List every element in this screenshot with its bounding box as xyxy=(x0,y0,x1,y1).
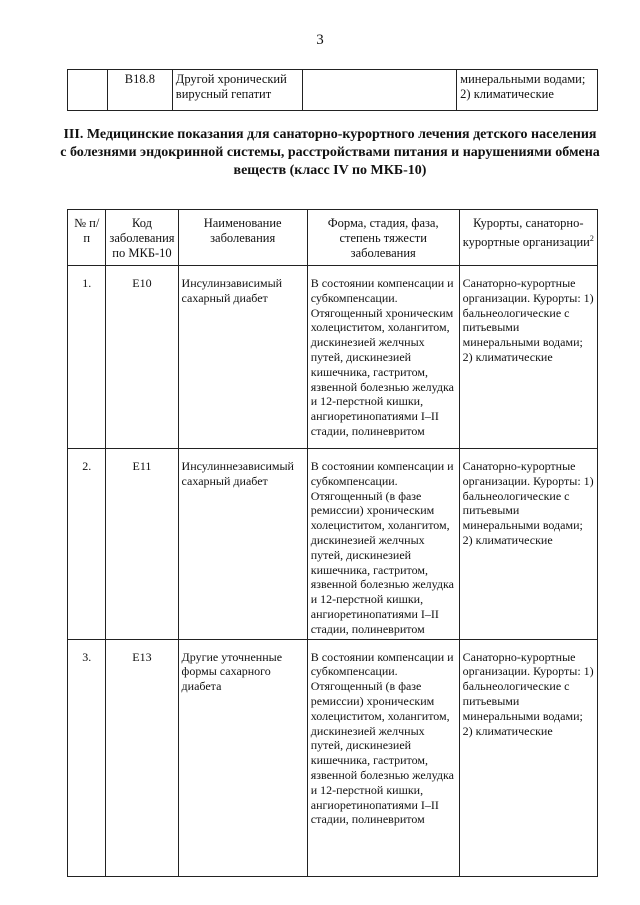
header-num: № п/п xyxy=(68,210,106,266)
resorts-cell: минеральными водами; 2) климатические xyxy=(457,70,598,111)
name-cell: Другой хронический вирусный гепатит xyxy=(172,70,302,111)
section-title: III. Медицинские показания для санаторно-курортного лечения детского населения с болезнями эндокринной системы, расстройствами питания и нарушениями обмена веществ (класс IV по МКБ-10) xyxy=(60,127,600,178)
form-cell: В состоянии компенсации и субкомпенсации. Отягощенный (в фазе ремиссии) хроническим холециститом, холангитом, дискинезией желчных путей, дискинезией кишечника, гастритом, язвенной болезнью желудка и 12-перстной кишки, ангиоретинопатиями I–II стадии, полиневритом xyxy=(307,639,459,876)
code-cell: E13 xyxy=(106,639,178,876)
name-cell: Инсулинзависимый сахарный диабет xyxy=(178,266,307,449)
name-cell: Инсулиннезависимый сахарный диабет xyxy=(178,449,307,640)
header-form: Форма, стадия, фаза, степень тяжести заболевания xyxy=(307,210,459,266)
num-cell: 1. xyxy=(68,266,106,449)
form-cell xyxy=(302,70,457,111)
code-cell: E11 xyxy=(106,449,178,640)
resorts-cell: Санаторно-курортные организации. Курорты: 1) бальнеологические с питьевыми минеральными водами; 2) климатические xyxy=(459,449,597,640)
table-row xyxy=(68,70,598,111)
header-resorts xyxy=(459,210,597,266)
table-row xyxy=(68,449,598,640)
num-cell: 3. xyxy=(68,639,106,876)
header-code: Код заболевания по МКБ-10 xyxy=(106,210,178,266)
code-cell: B18.8 xyxy=(107,70,172,111)
form-cell: В состоянии компенсации и субкомпенсации. Отягощенный хроническим холециститом, холангитом, дискинезией желчных путей, дискинезией кишечника, гастритом, язвенной болезнью желудка и 12-перстной кишки, ангиоретинопатиями I–II стадии, полиневритом xyxy=(307,266,459,449)
table-row xyxy=(68,639,598,876)
resorts-cell: Санаторно-курортные организации. Курорты: 1) бальнеологические с питьевыми минеральными водами; 2) климатические xyxy=(459,639,597,876)
header-name: Наименование заболевания xyxy=(178,210,307,266)
num-cell: 2. xyxy=(68,449,106,640)
continuation-table xyxy=(67,69,598,111)
num-cell xyxy=(68,70,108,111)
indications-table xyxy=(67,209,598,877)
resorts-cell: Санаторно-курортные организации. Курорты: 1) бальнеологические с питьевыми минеральными водами; 2) климатические xyxy=(459,266,597,449)
name-cell: Другие уточненные формы сахарного диабета xyxy=(178,639,307,876)
page-number: 3 xyxy=(316,32,324,48)
form-cell: В состоянии компенсации и субкомпенсации. Отягощенный (в фазе ремиссии) хроническим холециститом, холангитом, дискинезией желчных путей, дискинезией кишечника, гастритом, язвенной болезнью желудка и 12-перстной кишки, ангиоретинопатиями I–II стадии, полиневритом xyxy=(307,449,459,640)
header-resorts-label: Курорты, санаторно-курортные организации xyxy=(462,216,590,250)
table-row xyxy=(68,266,598,449)
code-cell: E10 xyxy=(106,266,178,449)
header-row xyxy=(68,210,598,266)
footnote-marker: 2 xyxy=(589,234,594,243)
